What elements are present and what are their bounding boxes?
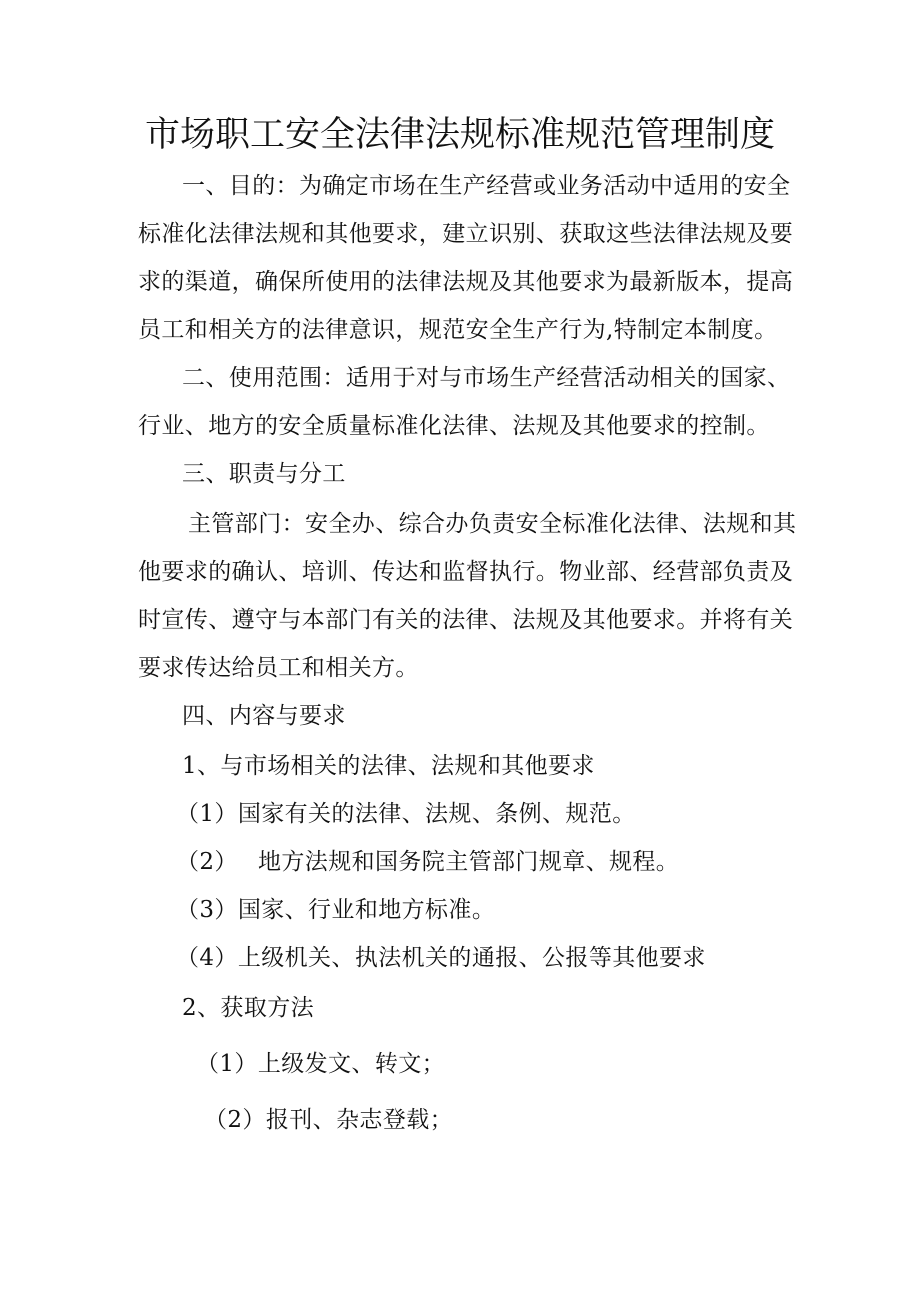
method-item-2: （2）报刊、杂志登载； — [204, 1107, 454, 1133]
subsection-heading-related-laws: 1、与市场相关的法律、法规和其他要求 — [182, 753, 595, 779]
paragraph-purpose-line-1: 一、目的：为确定市场在生产经营或业务活动中适用的安全 — [182, 173, 791, 199]
list-item-2-number: （2） — [176, 849, 238, 875]
list-item-1: （1）国家有关的法律、法规、条例、规范。 — [176, 801, 636, 827]
method-item-1: （1）上级发文、转文； — [196, 1051, 446, 1077]
paragraph-purpose-line-4: 员工和相关方的法律意识，规范安全生产行为,特制定本制度。 — [138, 317, 778, 343]
paragraph-duties-line-2: 他要求的确认、培训、传达和监督执行。物业部、经营部负责及 — [138, 559, 794, 585]
list-item-4: （4）上级机关、执法机关的通报、公报等其他要求 — [176, 945, 706, 971]
subsection-heading-methods: 2、获取方法 — [182, 995, 315, 1021]
list-item-2-text: 地方法规和国务院主管部门规章、规程。 — [258, 849, 680, 875]
paragraph-scope-line-1: 二、使用范围：适用于对与市场生产经营活动相关的国家、 — [182, 365, 791, 391]
paragraph-duties-line-3: 时宣传、遵守与本部门有关的法律、法规及其他要求。并将有关 — [138, 607, 794, 633]
document-title: 市场职工安全法律法规标准规范管理制度 — [144, 115, 775, 155]
paragraph-duties-line-4: 要求传达给员工和相关方。 — [138, 655, 419, 681]
paragraph-duties-line-1: 主管部门：安全办、综合办负责安全标准化法律、法规和其 — [188, 511, 797, 537]
list-item-3: （3）国家、行业和地方标准。 — [176, 897, 496, 923]
paragraph-purpose-line-3: 求的渠道，确保所使用的法律法规及其他要求为最新版本，提高 — [138, 269, 794, 295]
paragraph-scope-line-2: 行业、地方的安全质量标准化法律、法规及其他要求的控制。 — [138, 413, 770, 439]
section-heading-duties: 三、职责与分工 — [182, 461, 346, 487]
section-heading-content: 四、内容与要求 — [182, 703, 346, 729]
paragraph-purpose-line-2: 标准化法律法规和其他要求，建立识别、获取这些法律法规及要 — [138, 221, 794, 247]
